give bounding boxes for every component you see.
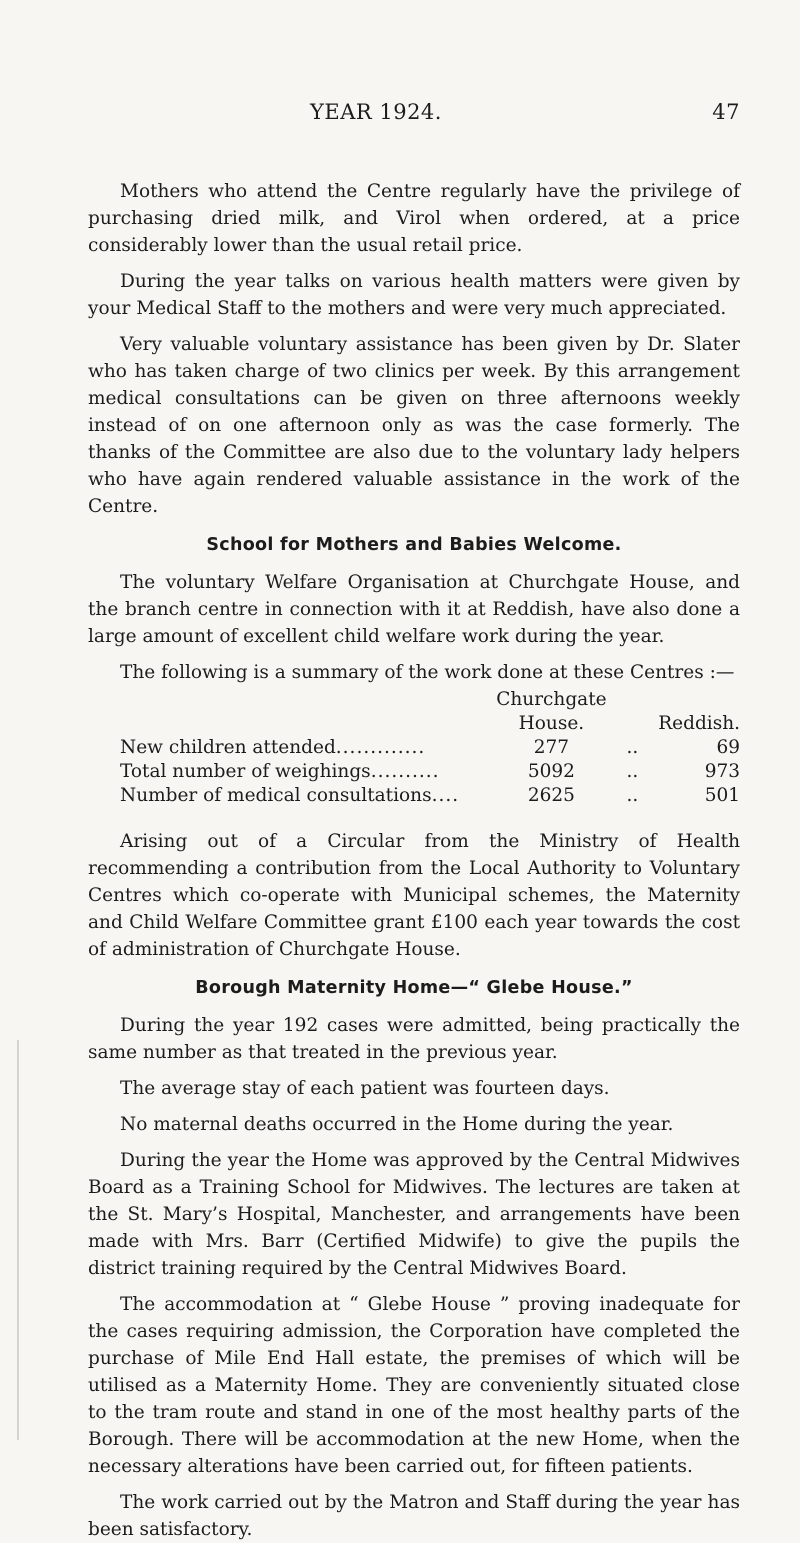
row-label: Number of medical consultations	[120, 785, 432, 806]
paragraph-maternal-deaths: No maternal deaths occurred in the Home during the year.	[120, 1114, 674, 1135]
reddish-value: 69	[716, 737, 740, 758]
paragraph-dried-milk: Mothers who attend the Centre regularly have the privilege of purchasing dried milk, and Virol when ordered, at a price considerably lower than the usual retail price.	[88, 181, 740, 256]
paragraph-average-stay: The average stay of each patient was fourteen days.	[120, 1078, 610, 1099]
scan-edge-mark	[17, 1040, 19, 1440]
separator-dots: ..	[626, 737, 639, 758]
column-header-churchgate: Churchgate House.	[496, 689, 607, 734]
churchgate-value: 2625	[527, 785, 575, 806]
section-heading-borough-maternity-home: Borough Maternity Home—“ Glebe House.”	[195, 978, 633, 998]
running-title: YEAR 1924.	[310, 100, 442, 124]
paragraph-voluntary-assistance: Very valuable voluntary assistance has been given by Dr. Slater who has taken charge of two clinics per week. By this arrangement medical consultations can be given on three afternoons weekly instead of on one afternoon only as was the case formerly. The thanks of the Committee are also due to the voluntary lady helpers who have again rendered valuable assistance in the work of the Centre.	[88, 334, 740, 517]
reddish-value: 973	[704, 761, 740, 782]
dot-leader: ....	[431, 785, 460, 806]
paragraph-welfare-organisation: The voluntary Welfare Organisation at Churchgate House, and the branch centre in connection with it at Reddish, have also done a large amount of excellent child welfare work during the year.	[88, 572, 740, 647]
dot-leader: ..........	[370, 761, 440, 782]
running-header	[90, 100, 740, 130]
table-row	[120, 736, 740, 760]
column-header-reddish: Reddish.	[658, 713, 740, 734]
row-label: New children attended	[120, 737, 336, 758]
page-number: 47	[712, 100, 740, 124]
separator-dots: ..	[626, 785, 639, 806]
separator-dots: ..	[626, 761, 639, 782]
table-row	[120, 760, 740, 784]
table-row	[120, 784, 740, 808]
dot-leader: .............	[335, 737, 426, 758]
paragraph-training-school: During the year the Home was approved by the Central Midwives Board as a Training School for Midwives. The lectures are taken at the St. Mary’s Hospital, Manchester, and arrangements have been made with Mrs. Barr (Certified Midwife) to give the pupils the district training required by the Central Midwives Board.	[88, 1150, 740, 1279]
churchgate-value: 277	[533, 737, 570, 758]
paragraph-ministry-circular: Arising out of a Circular from the Ministry of Health recommending a contribution from the Local Authority to Voluntary Centres which co-operate with Municipal schemes, the Maternity and Child Welfare Committee grant £100 each year towards the cost of administration of Churchgate House.	[88, 831, 740, 960]
churchgate-value: 5092	[527, 761, 575, 782]
reddish-value: 501	[704, 785, 740, 806]
table-header-row	[120, 688, 740, 736]
page-body	[88, 178, 740, 1543]
paragraph-summary-intro: The following is a summary of the work done at these Centres :—	[120, 662, 735, 683]
paragraph-accommodation: The accommodation at “ Glebe House ” proving inadequate for the cases requiring admission, the Corporation have completed the purchase of Mile End Hall estate, the premises of which will be utilised as a Maternity Home. They are conveniently situated close to the tram route and stand in one of the most healthy parts of the Borough. There will be accommodation at the new Home, when the necessary alterations have been carried out, for fifteen patients.	[88, 1294, 740, 1477]
section-heading-school-for-mothers: School for Mothers and Babies Welcome.	[206, 535, 622, 555]
summary-table	[120, 688, 740, 808]
row-label: Total number of weighings	[120, 761, 371, 782]
paragraph-health-talks: During the year talks on various health matters were given by your Medical Staff to the mothers and were very much appreciated.	[88, 271, 740, 319]
paragraph-matron-staff: The work carried out by the Matron and Staff during the year has been satisfactory.	[88, 1492, 740, 1540]
paragraph-cases-admitted: During the year 192 cases were admitted, being practically the same number as that treated in the previous year.	[88, 1015, 740, 1063]
